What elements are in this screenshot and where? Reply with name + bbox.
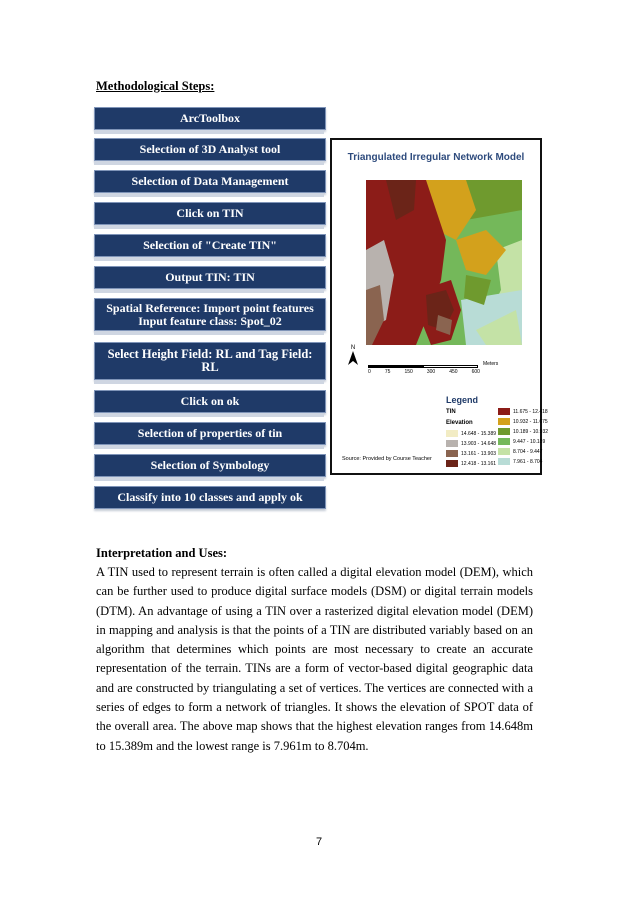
tin-elevation-map	[366, 180, 522, 345]
interpretation-heading: Interpretation and Uses:	[96, 546, 228, 560]
legend-swatch	[498, 418, 510, 425]
legend-item	[498, 458, 542, 465]
north-label: N	[350, 345, 356, 351]
scale-bar	[368, 361, 499, 385]
legend-label: 13.161 - 13.903	[461, 450, 497, 457]
flow-connector	[94, 380, 324, 384]
legend-item	[498, 418, 548, 425]
legend-swatch	[446, 430, 458, 437]
page-number: 7	[315, 836, 323, 848]
flow-connector	[94, 331, 324, 335]
flow-connector	[94, 193, 324, 197]
scale-tick: 600	[471, 369, 480, 375]
legend-label: 10.189 - 10.932	[513, 428, 549, 435]
step-click-tin: Click on TIN	[94, 202, 326, 225]
legend-label: 10.932 - 11.675	[513, 418, 548, 425]
flow-connector	[94, 161, 324, 165]
interpretation-paragraph: A TIN used to represent terrain is often called a digital elevation model (DEM), which can be further used to produce digital surface models (DSM) or digital terrain models (DTM). An advantage of using a TIN over a rasterized digital elevation model (DEM) in mapping and analysis is that the points of a TIN are distributed variably based on an algorithm that determines which points are most necessary to create an accurate representation of the terrain. TINs are a form of vector-based digital geographic data and are constructed by triangulating a set of vertices. The vertices are connected with a series of edges to form a network of triangles. It shows the elevation of SPOT data of the overall area. The above map shows that the highest elevation ranges from 14.648m to 15.389m and the lowest range is 7.961m to 8.704m.	[96, 565, 533, 753]
flow-connector	[94, 289, 324, 293]
flow-connector	[94, 257, 324, 261]
legend-swatch	[446, 460, 458, 467]
scale-tick: 0	[368, 369, 371, 375]
legend-swatch	[498, 438, 510, 445]
north-arrow	[346, 345, 360, 367]
step-click-ok: Click on ok	[94, 390, 326, 413]
legend-label: 9.447 - 10.189	[513, 438, 546, 445]
step-3d-analyst: Selection of 3D Analyst tool	[94, 138, 326, 161]
legend-label: 14.648 - 15.389	[461, 430, 497, 437]
map-source: Source: Provided by Course Teacher	[342, 456, 432, 462]
legend-item	[446, 460, 496, 467]
flow-connector	[94, 225, 324, 229]
map-title: Triangulated Irregular Network Model	[347, 152, 525, 163]
legend-swatch	[498, 408, 510, 415]
legend-label: 11.675 - 12.418	[513, 408, 548, 415]
flow-connector	[94, 413, 324, 417]
step-output-tin: Output TIN: TIN	[94, 266, 326, 289]
legend-label: 8.704 - 9.447	[513, 448, 543, 455]
step-data-management: Selection of Data Management	[94, 170, 326, 193]
legend-label: 7.961 - 8.704	[513, 458, 543, 465]
legend-swatch	[446, 440, 458, 447]
step-classify: Classify into 10 classes and apply ok	[94, 486, 326, 509]
legend-title: Legend	[446, 395, 479, 405]
legend-swatch	[498, 458, 510, 465]
step-symbology: Selection of Symbology	[94, 454, 326, 477]
scale-tick: 75	[384, 369, 391, 375]
legend-item	[446, 440, 496, 447]
scale-tick: 450	[449, 369, 458, 375]
scale-tick: 150	[404, 369, 413, 375]
scale-unit: Meters	[483, 361, 499, 367]
step-properties: Selection of properties of tin	[94, 422, 326, 445]
flow-connector	[94, 130, 324, 134]
tin-map-figure	[330, 138, 549, 475]
legend-item	[498, 428, 548, 435]
legend-elevation-label: Elevation	[446, 420, 473, 426]
legend-tin-label: TIN	[446, 409, 456, 415]
north-arrow-icon	[348, 351, 358, 365]
step-arctoolbox: ArcToolbox	[94, 107, 326, 130]
legend-swatch	[446, 450, 458, 457]
legend-swatch	[498, 428, 510, 435]
flow-connector	[94, 477, 324, 481]
flow-connector	[94, 445, 324, 449]
legend-item	[498, 448, 542, 455]
legend-item	[498, 408, 548, 415]
scale-tick: 300	[426, 369, 436, 375]
step-height-field: Select Height Field: RL and Tag Field: RL	[94, 342, 326, 380]
legend-item	[446, 430, 496, 437]
methodological-steps-heading: Methodological Steps:	[96, 79, 215, 93]
legend-label: 12.418 - 13.161	[461, 460, 497, 467]
step-create-tin: Selection of "Create TIN"	[94, 234, 326, 257]
legend-swatch	[498, 448, 510, 455]
legend-label: 13.903 - 14.648	[461, 440, 497, 447]
legend-item	[446, 450, 496, 457]
legend-item	[498, 438, 545, 445]
step-spatial-reference: Spatial Reference: Import point features Input feature class: Spot_02	[94, 298, 326, 331]
